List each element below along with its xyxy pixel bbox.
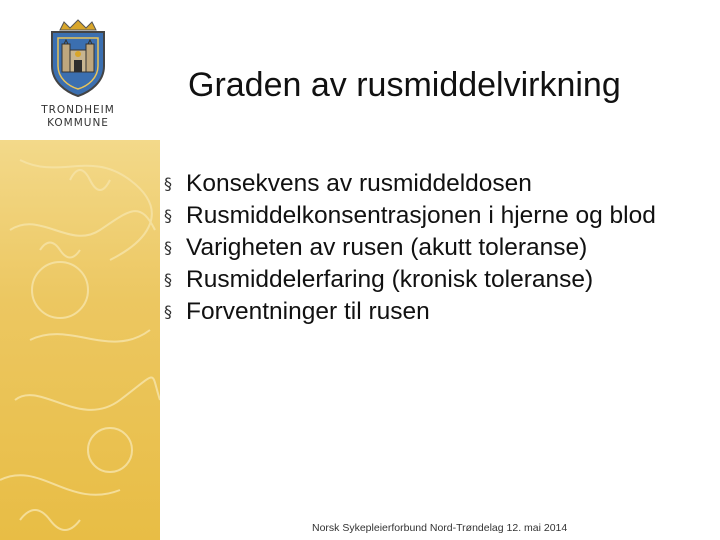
bullet-text: Varigheten av rusen (akutt toleranse) <box>186 234 588 261</box>
ornament-pattern-icon <box>0 140 160 540</box>
slide-footer: Norsk Sykepleierforbund Nord-Trøndelag 12. mai 2014 <box>312 522 568 534</box>
list-item <box>162 296 702 328</box>
bullet-text: Rusmiddelkonsentrasjonen i hjerne og blod <box>186 202 656 229</box>
list-item <box>162 168 702 200</box>
bullet-marker: § <box>164 174 172 193</box>
list-item <box>162 264 702 296</box>
logo-text-line1: TRONDHEIM <box>41 104 115 116</box>
bullet-text: Forventninger til rusen <box>186 298 430 325</box>
bullet-list <box>162 168 702 328</box>
bullet-marker: § <box>164 206 172 225</box>
list-item <box>162 200 702 232</box>
slide-title: Graden av rusmiddelvirkning <box>188 66 621 104</box>
bullet-text: Rusmiddelerfaring (kronisk toleranse) <box>186 266 594 293</box>
decorative-side-panel <box>0 140 160 540</box>
bullet-marker: § <box>164 238 172 257</box>
bullet-marker: § <box>164 270 172 289</box>
logo-text-line2: KOMMUNE <box>47 117 109 129</box>
bullet-text: Konsekvens av rusmiddeldosen <box>186 170 532 197</box>
list-item <box>162 232 702 264</box>
bullet-marker: § <box>164 302 172 321</box>
